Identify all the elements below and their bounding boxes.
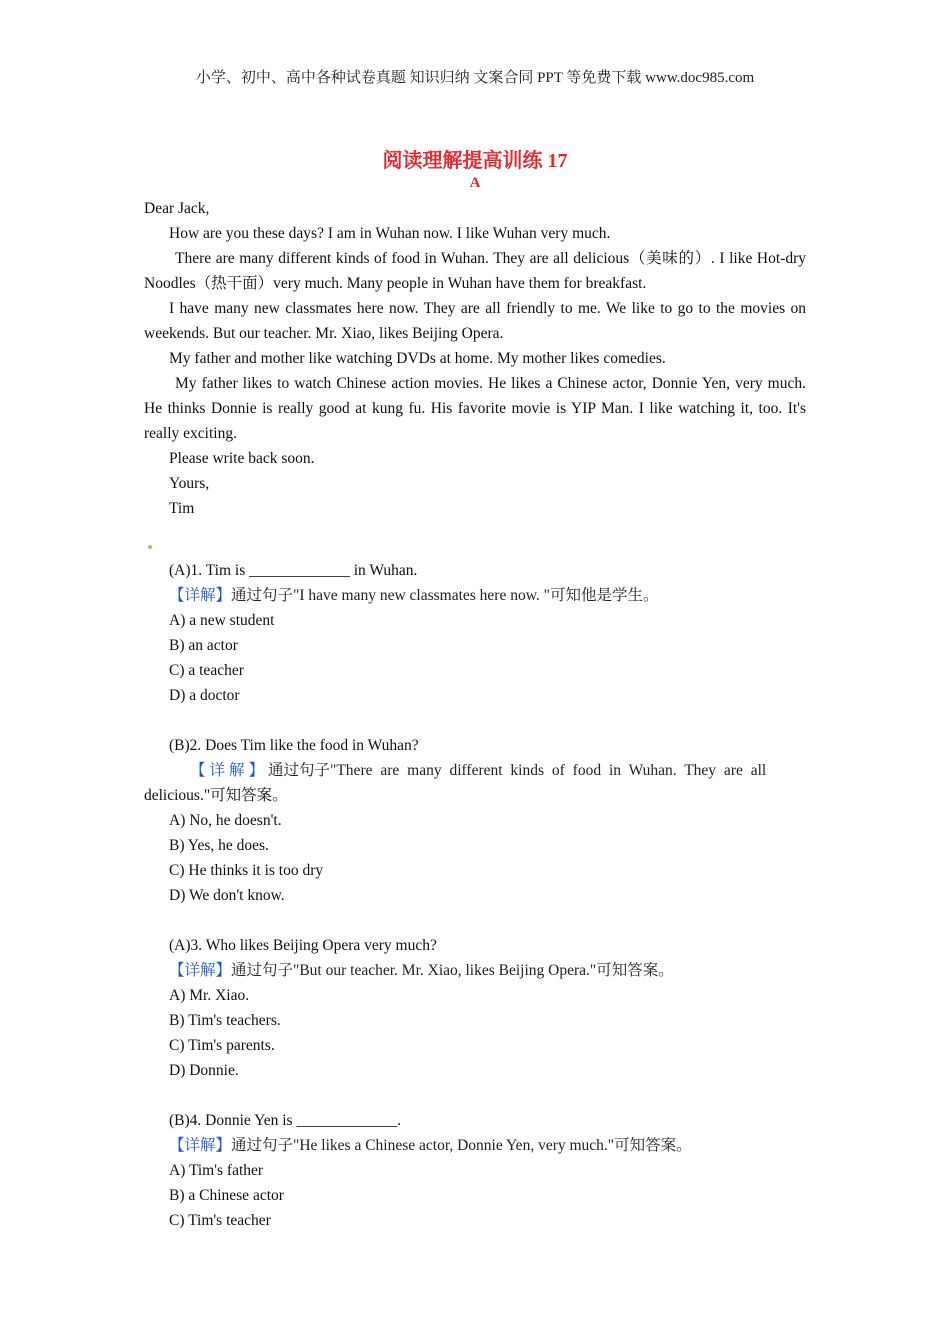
- explanation-text: 通过句子"There are many different kinds of food in Wuhan. They are all: [268, 762, 767, 779]
- question-4-option-b: B) a Chinese actor: [169, 1187, 284, 1204]
- question-2-option-b: B) Yes, he does.: [169, 837, 269, 854]
- question-1-option-b: B) an actor: [169, 637, 238, 654]
- question-2-explanation: [144, 758, 806, 783]
- explanation-text: 通过句子"But our teacher. Mr. Xiao, likes Beijing Opera."可知答案。: [231, 962, 674, 979]
- document-body: [144, 196, 806, 1233]
- question-3-explanation: [144, 958, 806, 983]
- question-4-explanation: [144, 1133, 806, 1158]
- letter-paragraph-5: My father likes to watch Chinese action movies. He likes a Chinese actor, Donnie Yen, very much. He thinks Donnie is really good at kung fu. His favorite movie is YIP Man. I like watching it, too. It's really exciting.: [144, 375, 806, 442]
- section-label: A: [469, 175, 481, 191]
- question-2-option-a: A) No, he doesn't.: [169, 812, 282, 829]
- explanation-tag: 【详解】: [169, 962, 232, 979]
- question-3-option-a: A) Mr. Xiao.: [169, 987, 250, 1004]
- explanation-text: 通过句子"I have many new classmates here now. "可知他是学生。: [231, 587, 659, 604]
- letter-greeting: Dear Jack,: [144, 200, 210, 217]
- question-4-option-c: C) Tim's teacher: [169, 1212, 271, 1229]
- question-1-option-a: A) a new student: [169, 612, 275, 629]
- letter-paragraph-1: How are you these days? I am in Wuhan now. I like Wuhan very much.: [169, 225, 611, 242]
- site-header: 小学、初中、高中各种试卷真题 知识归纳 文案合同 PPT 等免费下载 www.doc985.com: [195, 70, 755, 86]
- question-3-option-b: B) Tim's teachers.: [169, 1012, 281, 1029]
- question-3-option-d: D) Donnie.: [169, 1062, 239, 1079]
- letter-signature: Tim: [169, 500, 195, 517]
- explanation-text: 通过句子"He likes a Chinese actor, Donnie Yen, very much."可知答案。: [231, 1137, 692, 1154]
- explanation-tag: 【详解】: [169, 1137, 232, 1154]
- letter-paragraph-3: I have many new classmates here now. They are all friendly to me. We like to go to the movies on weekends. But our teacher. Mr. Xiao, likes Beijing Opera.: [144, 300, 806, 342]
- explanation-tag: 【详解】: [169, 587, 232, 604]
- page-title: 阅读理解提高训练 17: [382, 150, 568, 172]
- letter-closing: Please write back soon.: [169, 450, 315, 467]
- explanation-tag: 【详解】: [190, 762, 269, 779]
- question-1-option-d: D) a doctor: [169, 687, 240, 704]
- question-2-option-c: C) He thinks it is too dry: [169, 862, 324, 879]
- question-3-stem: (A)3. Who likes Beijing Opera very much?: [169, 937, 437, 954]
- question-2-stem: (B)2. Does Tim like the food in Wuhan?: [169, 737, 419, 754]
- question-1-explanation: [144, 583, 806, 608]
- letter-signoff: Yours,: [169, 475, 210, 492]
- question-3-option-c: C) Tim's parents.: [169, 1037, 275, 1054]
- letter-paragraph-4: My father and mother like watching DVDs at home. My mother likes comedies.: [169, 350, 666, 367]
- question-1-stem: (A)1. Tim is _____________ in Wuhan.: [169, 562, 418, 579]
- question-2-option-d: D) We don't know.: [169, 887, 285, 904]
- question-1-option-c: C) a teacher: [169, 662, 244, 679]
- letter-paragraph-2: There are many different kinds of food in Wuhan. They are all delicious（美味的）. I like Hot-dry Noodles（热干面）very much. Many people in Wuhan have them for breakfast.: [144, 250, 806, 292]
- question-4-option-a: A) Tim's father: [169, 1162, 264, 1179]
- question-4-stem: (B)4. Donnie Yen is _____________.: [169, 1112, 402, 1129]
- question-2-explanation-cont: delicious."可知答案。: [144, 787, 288, 804]
